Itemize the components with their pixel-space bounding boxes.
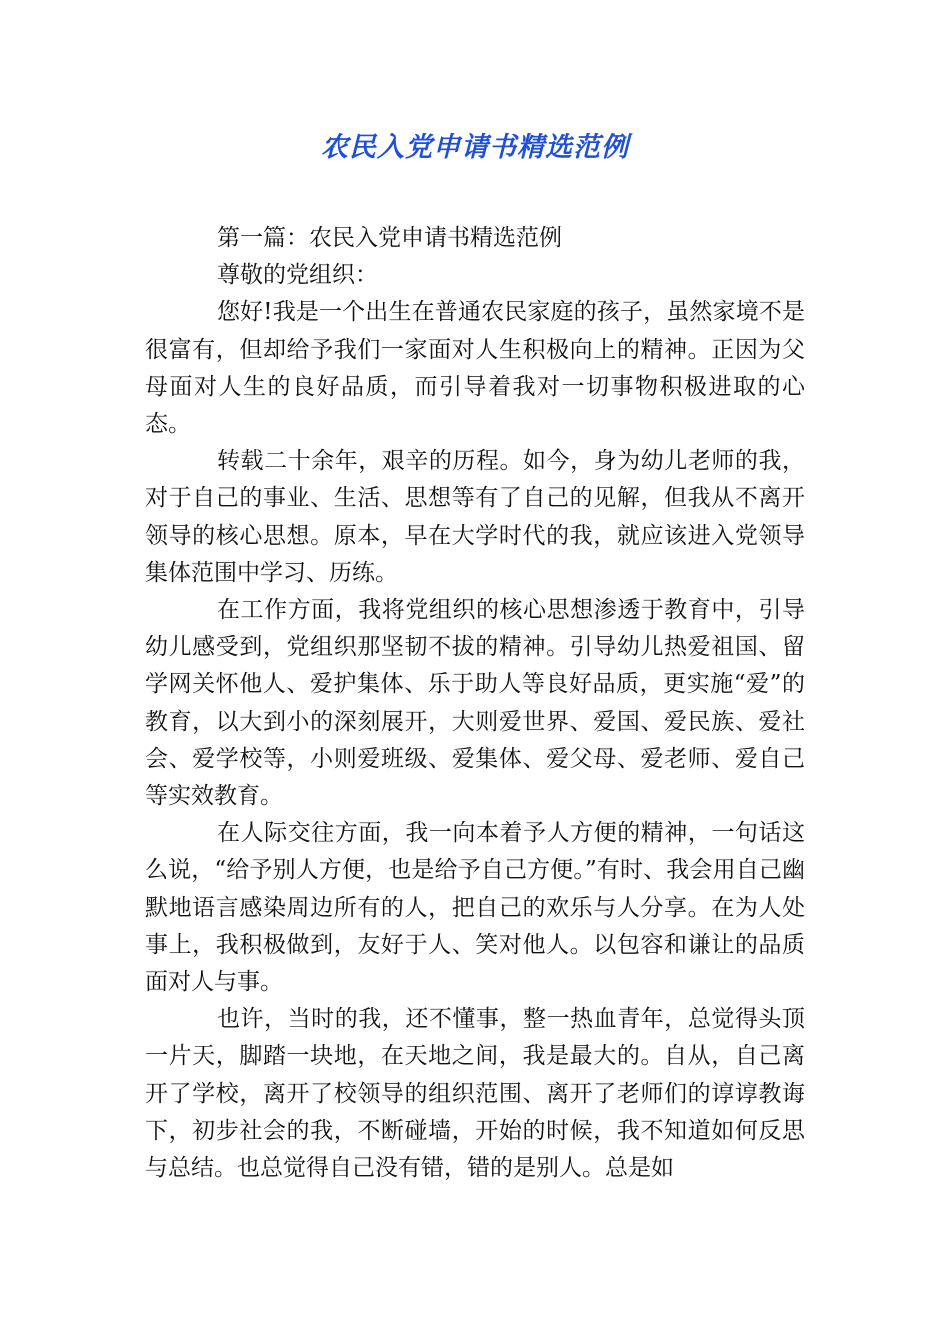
salutation: 尊敬的党组织： — [217, 262, 378, 289]
document-body — [145, 220, 805, 1187]
paragraph: 转载二十余年，艰辛的历程。如今，身为幼儿老师的我，对于自己的事业、生活、思想等有了自己的见解，但我从不离开领导的核心思想。原本，早在大学时代的我，就应该进入党领导集体范围中学习、历练。 — [145, 448, 805, 586]
paragraph: 在工作方面，我将党组织的核心思想渗透于教育中，引导幼儿感受到，党组织那坚韧不拔的精神。引导幼儿热爱祖国、留学网关怀他人、爱护集体、乐于助人等良好品质，更实施“爱”的教育，以大到小的深刻展开，大则爱世界、爱国、爱民族、爱社会、爱学校等，小则爱班级、爱集体、爱父母、爱老师、爱自己等实效教育。 — [145, 597, 805, 810]
paragraph: 也许，当时的我，还不懂事，整一热血青年，总觉得头顶一片天，脚踏一块地，在天地之间，我是最大的。自从，自己离开了学校，离开了校领导的组织范围、离开了老师们的谆谆教诲下，初步社会的我，不断碰墙，开始的时候，我不知道如何反思与总结。也总觉得自己没有错，错的是别人。总是如 — [145, 1006, 805, 1182]
document-heading: 第一篇：农民入党申请书精选范例 — [217, 225, 562, 251]
paragraph: 您好!我是一个出生在普通农民家庭的孩子，虽然家境不是很富有，但却给予我们一家面对人生积极向上的精神。正因为父母面对人生的良好品质，而引导着我对一切事物积极进取的心态。 — [145, 299, 805, 438]
document-title: 农民入党申请书精选范例 — [321, 132, 629, 163]
paragraph: 在人际交往方面，我一向本着予人方便的精神，一句话这么说，“给予别人方便，也是给予自己方便。”有时、我会用自己幽默地语言感染周边所有的人，把自己的欢乐与人分享。在为人处事上，我积极做到，友好于人、笑对他人。以包容和谦让的品质面对人与事。 — [145, 820, 805, 996]
